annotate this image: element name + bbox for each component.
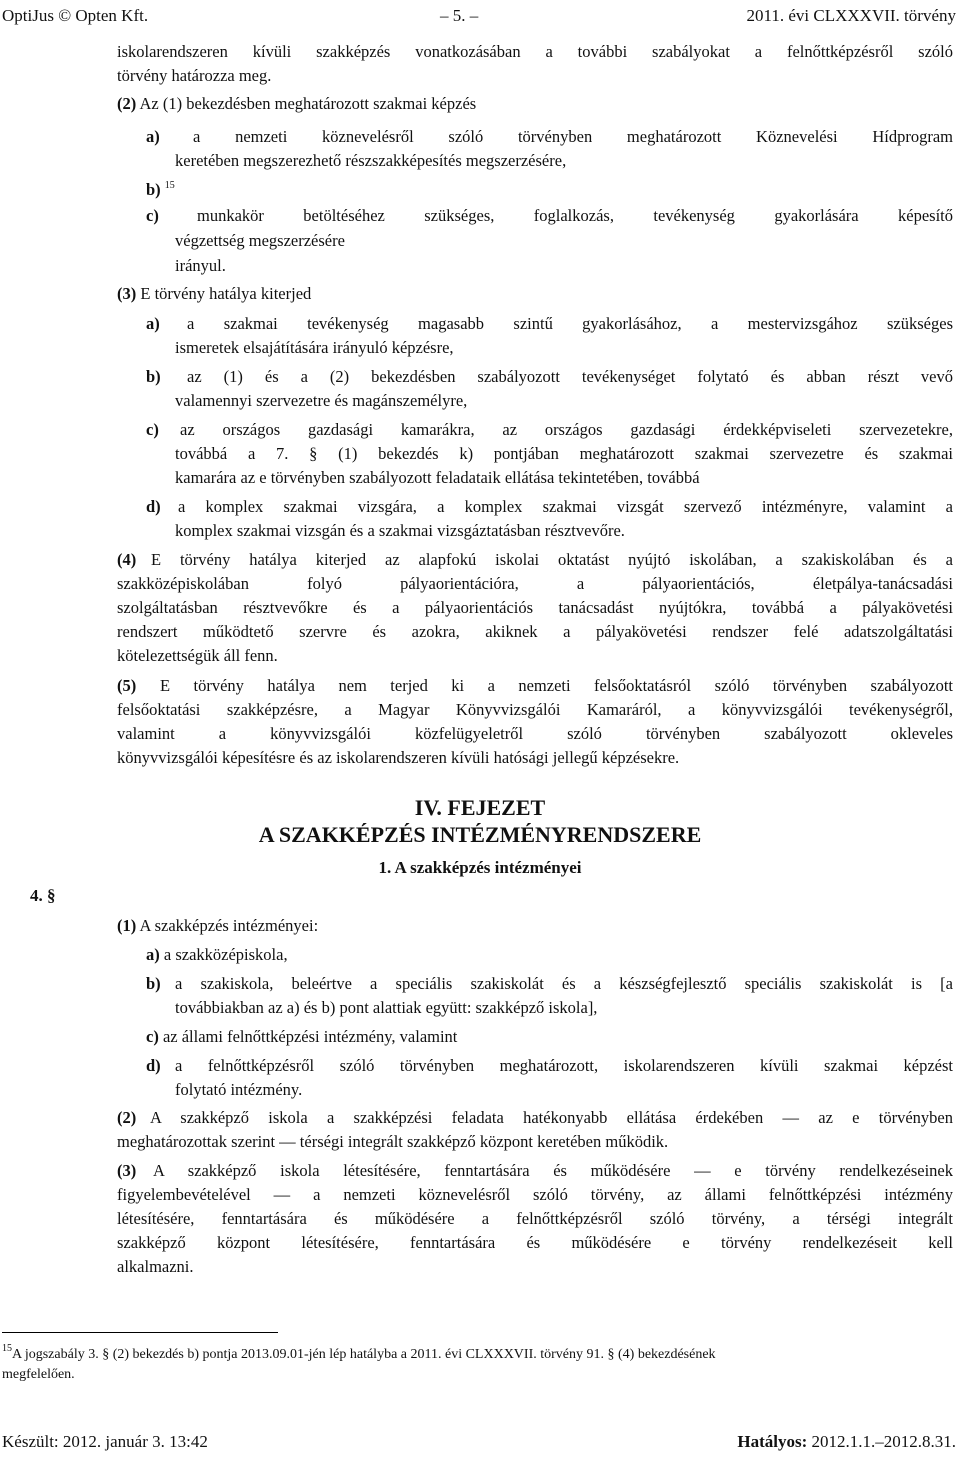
footnote-text: A jogszabály 3. § (2) bekezdés b) pontja 2013.09.01-jén lép hatályba a 2011. évi CLXXXVII. törvény 91. § (4) bekezdésének [12,1347,716,1362]
sec4-a-label: a) [146,945,160,964]
footnote-number: 15 [2,1343,12,1354]
footer-effective-value: 2012.1.1.–2012.8.31. [811,1432,956,1451]
s2-closing: irányul. [175,256,226,275]
sec4-p1-text: A szakképzés intézményei: [139,916,319,935]
s4-label: (4) [117,550,137,569]
sec4-p2-label: (2) [117,1108,137,1127]
sec4-b-label: b) [146,974,161,993]
s2-c-line-2: végzettség megszerzésére [175,231,345,250]
s3-b-line-1: az (1) és a (2) bekezdésben szabályozott tevékenységet folytató és abban részt vevő [187,367,953,386]
sec4-b-line-1: a szakiskola, beleértve a speciális szakiskolát és a készségfejlesztő speciális szakiskolát is [a [175,974,953,993]
sec4-p3-line-5: alkalmazni. [117,1257,194,1276]
s4-line-1: E törvény hatálya kiterjed az alapfokú iskolai oktatást nyújtó iskolában, a szakiskolában és a [151,550,953,569]
s3-text: E törvény hatálya kiterjed [140,284,312,303]
s2-c-line-1: munkakör betöltéséhez szükséges, foglalkozás, tevékenység gyakorlására képesítő [197,206,953,225]
s5-line-2: felsőoktatási szakképzésre, a Magyar Könyvvizsgálói Kamaráról, a könyvvizsgálói tevékenységről, [117,700,953,719]
s3-d-line-2: komplex szakmai vizsgán és a szakmai vizsgáztatásban résztvevőre. [175,521,625,540]
footnote-line-2: megfelelően. [2,1367,75,1382]
footnote-line-1 [2,1343,716,1365]
s2-b-item [146,180,175,203]
sec4-p3-line-2: figyelembevételével — a nemzeti köznevelésről szóló törvény, az állami felnőttképzési intézmény [117,1185,953,1204]
s5-line-4: könyvvizsgálói képesítésre és az iskolarendszeren kívüli hatósági jellegű képzésekre. [117,748,680,767]
sec4-a-text: a szakközépiskola, [163,945,288,964]
s3-c-line-2: továbbá a 7. § (1) bekezdés k) pontjában meghatározott szakmai szervezetre és szakmai [175,444,953,463]
sec4-p1-label: (1) [117,916,137,935]
s3-b-label: b) [146,367,161,386]
header-left: OptiJus © Opten Kft. [2,6,149,25]
section-title: 1. A szakképzés intézményei [378,858,582,877]
s4-line-2: szakközépiskolában folyó pályaorientációra, a pályaorientációs, életpálya-tanácsadási [117,574,953,593]
s3-d-label: d) [146,497,161,516]
s4-line-4: rendszert működtető szervre és azokra, akiknek a pályakövetési rendszer felé adatszolgáltatási [117,622,953,641]
sec4-p3-line-4: szakképző központ létesítésére, fenntartására és működésére e törvény rendelkezéseit kell [117,1233,953,1252]
footnote-divider [2,1332,278,1333]
header-right: 2011. évi CLXXXVII. törvény [746,6,956,25]
sec4-d-label: d) [146,1056,161,1075]
header-center: – 5. – [440,6,479,25]
sec4-d-line-2: folytató intézmény. [175,1080,303,1099]
s3-c-line-1: az országos gazdasági kamarákra, az országos gazdasági érdekképviseleti szervezetekre, [180,420,953,439]
footer-effective-label: Hatályos: [737,1432,808,1451]
sec4-p2-line-2: meghatározottak szerint — térségi integrált szakképző központ keretében működik. [117,1132,669,1151]
footer-effective [737,1432,956,1452]
sec4-p3-label: (3) [117,1161,137,1180]
s3-paragraph [117,284,311,304]
sec4-p3-line-1: A szakképző iskola létesítésére, fenntartására és működésére — e törvény rendelkezéseinek [153,1161,953,1180]
s5-line-3: valamint a könyvvizsgálói közfelügyeletről szóló törvényben szabályozott okleveles [117,724,953,743]
sec4-c-text: az állami felnőttképzési intézmény, valamint [162,1027,458,1046]
intro-line-1: iskolarendszeren kívüli szakképzés vonatkozásában a további szabályokat a felnőttképzésről szóló [117,42,953,61]
s2-paragraph [117,94,476,114]
section-marker: 4. § [30,886,56,905]
s3-d-line-1: a komplex szakmai vizsgára, a komplex szakmai vizsgát szervező intézményre, valamint a [178,497,953,516]
sec4-p2-line-1: A szakképző iskola a szakképzési feladata hatékonyabb ellátása érdekében — az e törvényben [150,1108,953,1127]
s4-line-5: kötelezettségük áll fenn. [117,646,278,665]
sec4-p1 [117,916,318,936]
sec4-p3-line-3: létesítésére, fenntartására és működésére a felnőttképzésről szóló törvény, a térségi integrált [117,1209,953,1228]
s3-a-label: a) [146,314,160,333]
s2-a-line-2: keretében megszerezhető részszakképesítés megszerzésére, [175,151,567,170]
intro-line-2: törvény határozza meg. [117,66,272,85]
s2-a-line-1: a nemzeti köznevelésről szóló törvényben meghatározott Köznevelési Hídprogram [193,127,953,146]
s3-b-line-2: valamennyi szervezetre és magánszemélyre, [175,391,468,410]
chapter-number: IV. FEJEZET [414,795,546,820]
s3-c-label: c) [146,420,159,439]
s3-a-line-2: ismeretek elsajátítására irányuló képzésre, [175,338,454,357]
s4-line-3: szolgáltatásban résztvevőkre és a pályaorientációs tanácsadást nyújtókra, továbbá a pályakövetési [117,598,953,617]
sec4-a-item [146,945,288,965]
footnote-ref-15[interactable]: 15 [164,180,175,191]
s2-c-label: c) [146,206,159,225]
s2-b-label: b) [146,180,161,199]
s3-label: (3) [117,284,137,303]
s5-label: (5) [117,676,137,695]
s2-label: (2) [117,94,137,113]
sec4-b-line-2: továbbiakban az a) és b) pont alattiak együtt: szakképző iskola], [175,998,598,1017]
sec4-c-item [146,1027,457,1047]
sec4-d-line-1: a felnőttképzésről szóló törvényben meghatározott, iskolarendszeren kívüli szakmai képzést [175,1056,953,1075]
s2-text: Az (1) bekezdésben meghatározott szakmai képzés [139,94,477,113]
s5-line-1: E törvény hatálya nem terjed ki a nemzeti felsőoktatásról szóló törvényben szabályozott [160,676,953,695]
s3-c-line-3: kamarára az e törvényben szabályozott feladataik ellátása tekintetében, továbbá [175,468,700,487]
s3-a-line-1: a szakmai tevékenység magasabb szintű gyakorlásához, a mestervizsgához szükséges [187,314,953,333]
footer-created: Készült: 2012. január 3. 13:42 [2,1432,208,1451]
chapter-title: A SZAKKÉPZÉS INTÉZMÉNYRENDSZERE [258,822,702,847]
sec4-c-label: c) [146,1027,159,1046]
s2-a-label: a) [146,127,160,146]
